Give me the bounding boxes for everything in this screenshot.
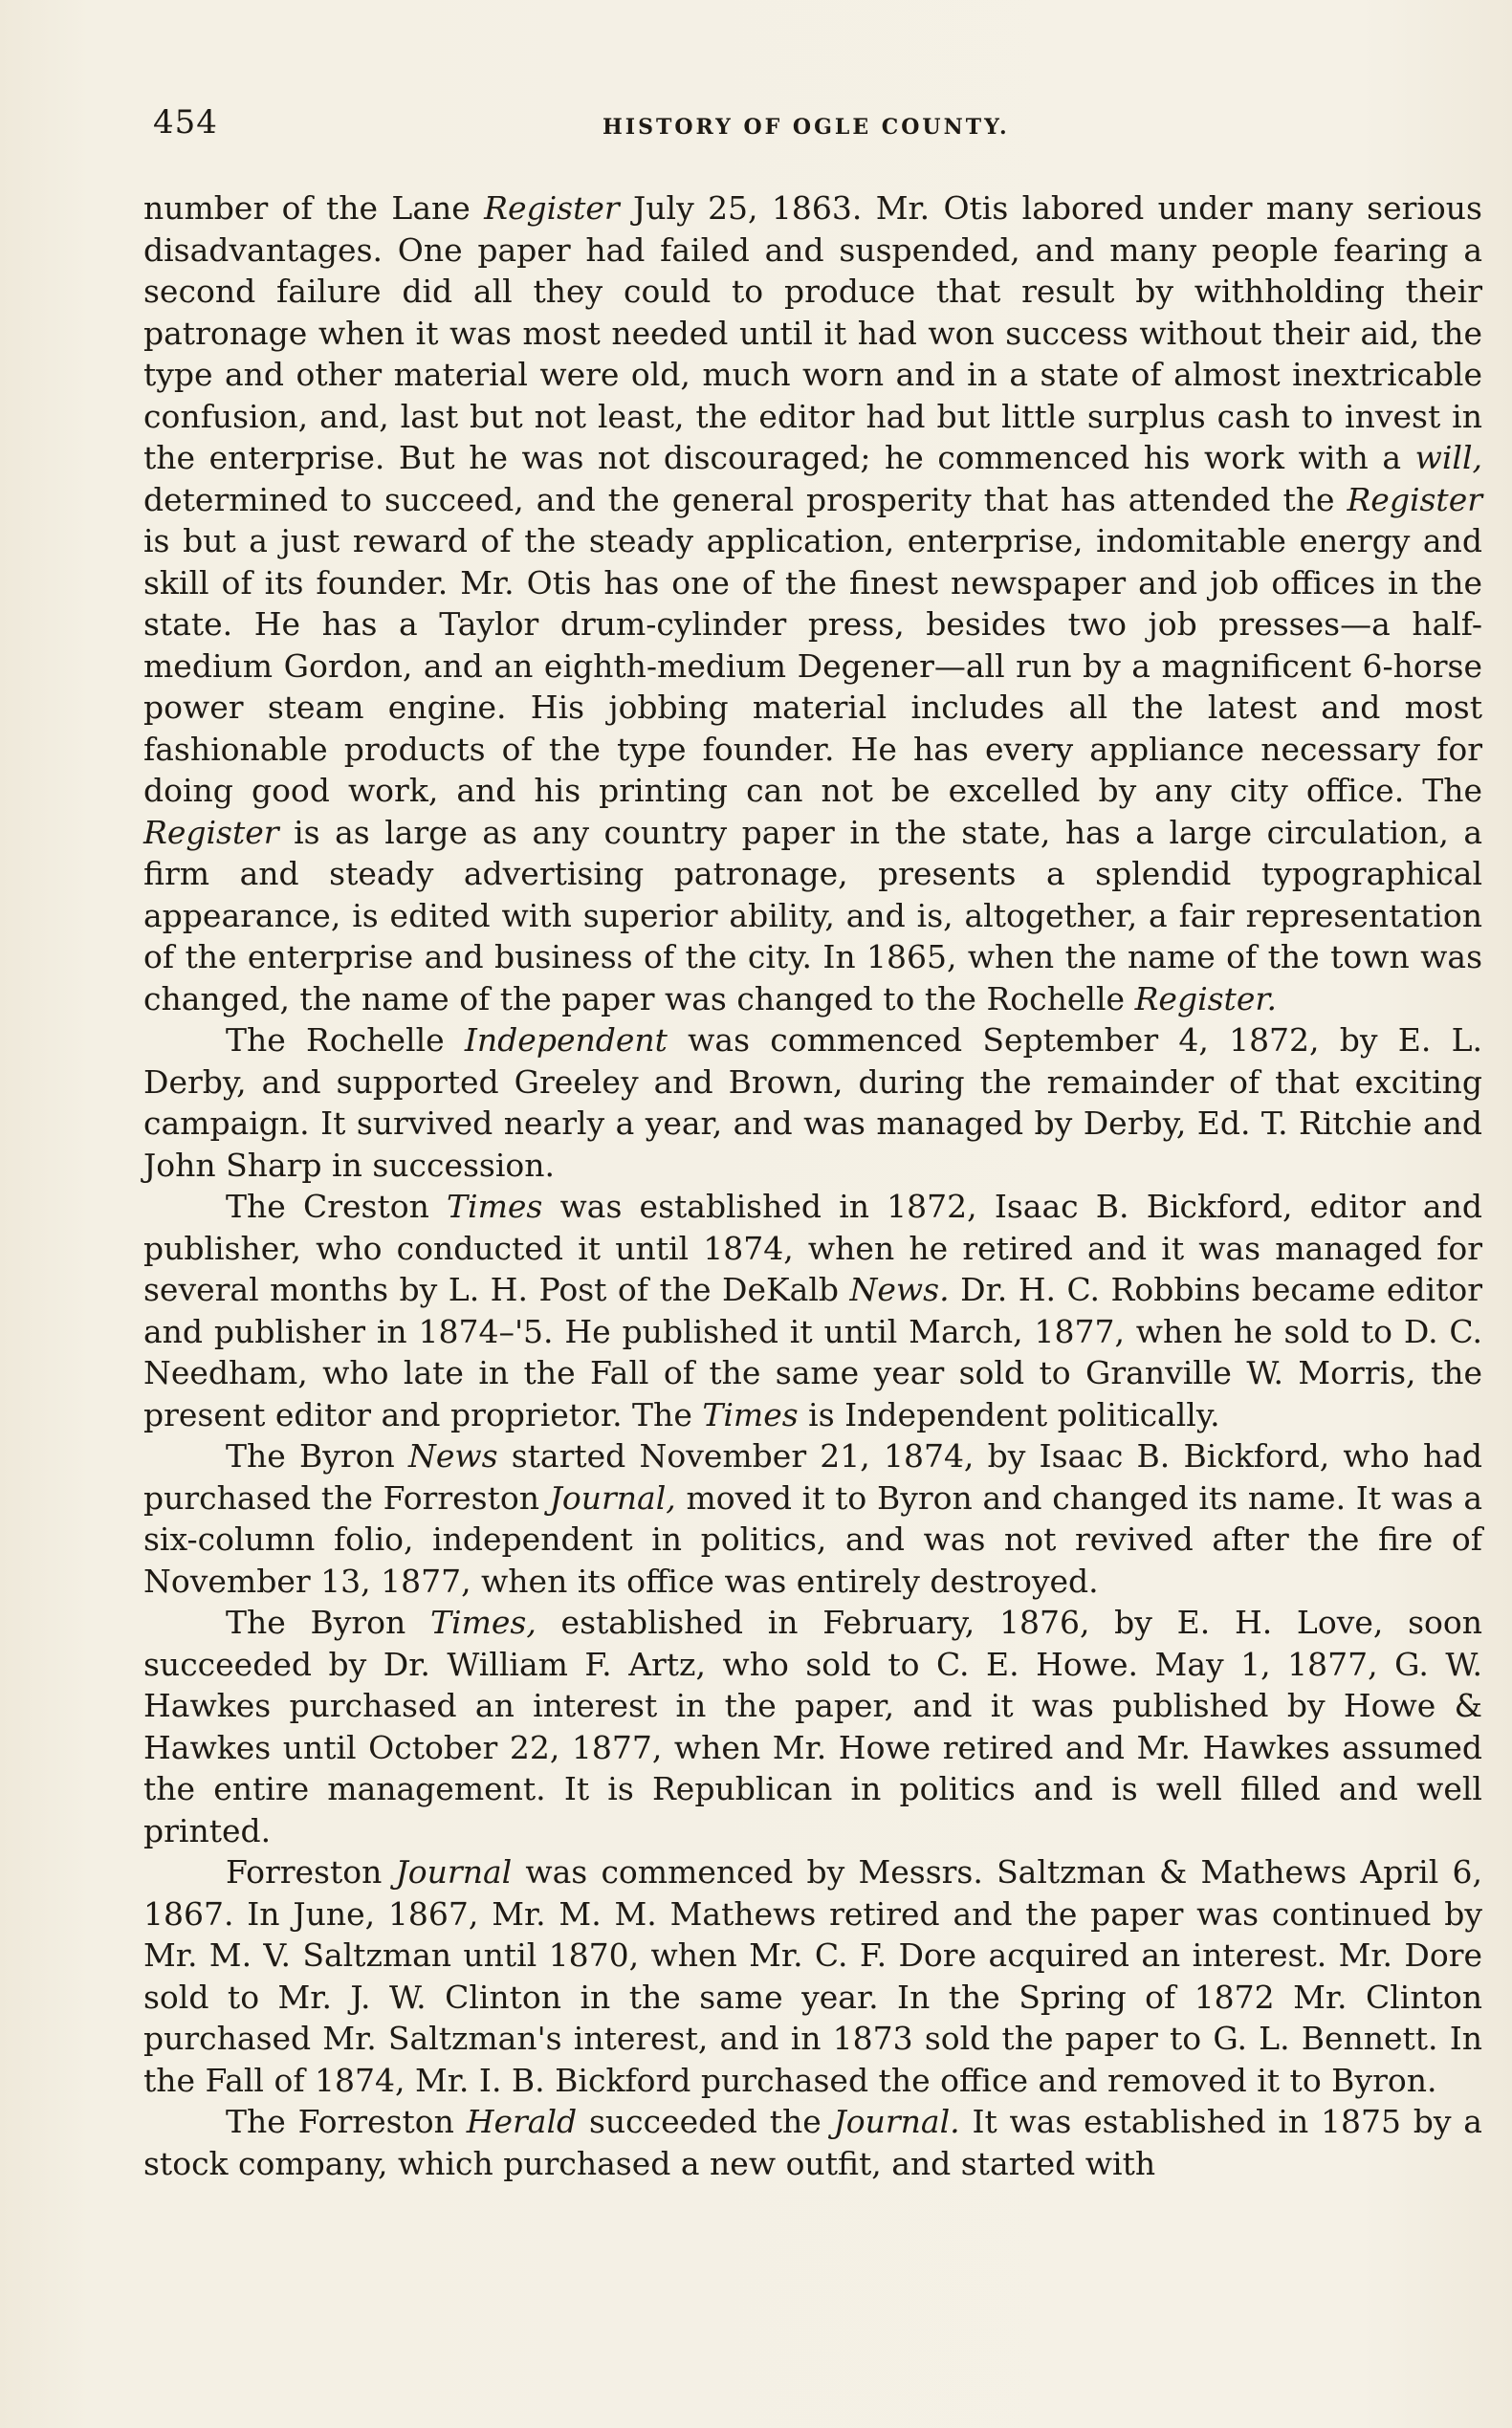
page-number: 454: [153, 103, 218, 142]
text-run: Forreston: [226, 1853, 396, 1891]
italic-title: will,: [1414, 439, 1482, 476]
paragraph: [143, 1851, 1482, 2101]
italic-title: Times: [702, 1395, 799, 1433]
text-run: started November 21, 1874, by Isaac B. Bickford, who had purchased the Forreston: [143, 1437, 1483, 1517]
paragraph: [143, 1186, 1482, 1435]
italic-title: Independent: [464, 1021, 668, 1059]
paragraph: [143, 2101, 1482, 2184]
running-head: HISTORY OF OGLE COUNTY.: [603, 115, 1010, 140]
italic-title: Journal,: [549, 1478, 676, 1517]
paragraph: [143, 1019, 1482, 1186]
italic-title: Register: [143, 813, 279, 851]
text-run: The Creston: [226, 1188, 448, 1225]
italic-title: Register: [484, 189, 620, 227]
text-run: was commenced by Messrs. Saltzman & Mathews April 6, 1867. In June, 1867, Mr. M. M. Mathews retired and the paper was continued by Mr. M. V. Saltzman until 1870, when Mr. C. F. Dore acquired an interest. Mr. Dore sold to Mr. J. W. Clinton in the same year. In the Spring of 1872 Mr. Clinton purchased Mr. Saltzman's interest, and in 1873 sold the paper to G. L. Bennett. In the Fall of 1874, Mr. I. B. Bickford purchased the office and removed it to Byron.: [143, 1853, 1482, 2099]
text-run: succeeded the: [577, 2103, 834, 2140]
text-run: established in February, 1876, by E. H. Love, soon succeeded by Dr. William F. Artz, who sold to C. E. Howe. May 1, 1877, G. W. Hawkes purchased an interest in the paper, and it was published by Howe & Hawkes until October 22, 1877, when Mr. Howe retired and Mr. Hawkes assumed the entire management. It is Republican in politics and is well filled and well printed.: [143, 1604, 1483, 1849]
text-run: is as large as any country paper in the state, has a large circulation, a firm and steady advertising patronage, presents a splendid typographical appearance, is edited with superior ability, and is, altogether, a fair representation of the enterprise and business of the city. In 1865, when the name of the town was changed, the name of the paper was changed to the Rochelle: [143, 813, 1482, 1017]
italic-title: Herald: [466, 2103, 578, 2140]
text-run: The Forreston: [226, 2103, 467, 2140]
text-run: was established in 1872, Isaac B. Bickford, editor and publisher, who conducted it until 1874, when he retired and it was managed for several months by L. H. Post of the DeKalb: [143, 1188, 1482, 1308]
text-run: is Independent politically.: [798, 1395, 1220, 1433]
italic-title: News: [407, 1437, 498, 1475]
page-header: [153, 103, 1473, 151]
text-run: moved it to Byron and changed its name. It was a six-column folio, independent in politics, and was not revived after the fire of November 13, 1877, when its office was entirely destroyed.: [143, 1478, 1483, 1600]
paragraph: [143, 1602, 1482, 1851]
text-run: determined to succeed, and the general prosperity that has attended the: [143, 480, 1348, 518]
text-run: is but a just reward of the steady application, enterprise, indomitable energy and skill of its founder. Mr. Otis has one of the finest newspaper and job offices in the state. He has a Taylor drum-cylinder press, besides two job presses—a half-medium Gordon, and an eighth-medium Degener—all run by a magnificent 6-horse power steam engine. His jobbing material includes all the latest and most fashionable products of the type founder. He has every appliance necessary for doing good work, and his printing can not be excelled by any city office. The: [143, 522, 1482, 809]
text-run: The Byron: [226, 1604, 431, 1641]
italic-title: News.: [849, 1271, 950, 1308]
paragraph: [143, 1435, 1482, 1602]
italic-title: Register: [1347, 480, 1482, 518]
text-run: The Byron: [226, 1437, 408, 1475]
italic-title: Times: [447, 1188, 543, 1225]
text-run: The Rochelle: [226, 1021, 465, 1059]
text-run: number of the Lane: [143, 189, 485, 227]
text-run: Dr. H. C. Robbins became editor and publisher in 1874–'5. He published it until March, 1877, when he sold to D. C. Needham, who late in the Fall of the same year sold to Granville W. Morris, the present editor and proprietor. The: [143, 1271, 1482, 1433]
text-run: was commenced September 4, 1872, by E. L. Derby, and supported Greeley and Brown, during the remainder of that exciting campaign. It survived nearly a year, and was managed by Derby, Ed. T. Ritchie and John Sharp in succession.: [143, 1021, 1483, 1184]
text-run: July 25, 1863. Mr. Otis labored under many serious disadvantages. One paper had failed and suspended, and many people fearing a second failure did all they could to produce that result by withholding their patronage when it was most needed until it had won success without their aid, the type and other material were old, much worn and in a state of almost inextricable confusion, and, last but not least, the editor had but little surplus cash to invest in the enterprise. But he was not discouraged; he commenced his work with a: [143, 189, 1482, 476]
italic-title: Times,: [430, 1604, 537, 1641]
text-run: It was established in 1875 by a stock company, which purchased a new outfit, and started with: [143, 2103, 1482, 2182]
italic-title: Journal.: [833, 2103, 960, 2140]
italic-title: Register.: [1134, 979, 1277, 1017]
paragraph: [143, 187, 1482, 1019]
italic-title: Journal: [395, 1853, 513, 1891]
text-body: [143, 187, 1482, 2184]
